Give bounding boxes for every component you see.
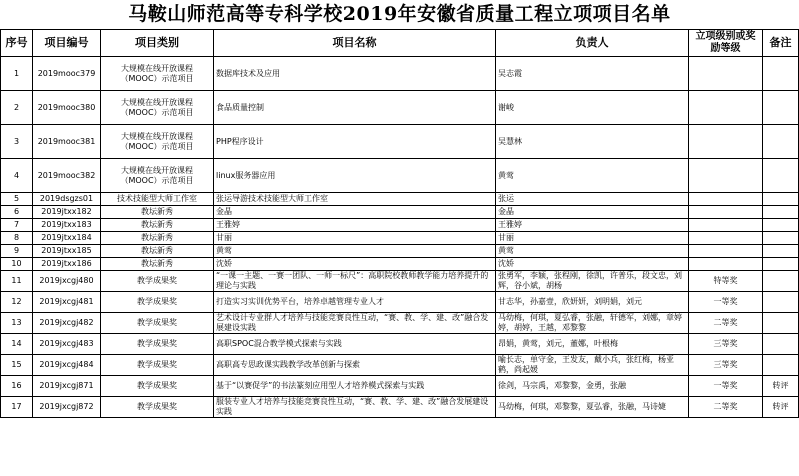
header-leader: 负责人 xyxy=(496,30,689,57)
cell-category: 教学成果奖 xyxy=(101,313,214,334)
table-row xyxy=(1,232,799,245)
cell-code: 2019jxcgj872 xyxy=(33,397,101,418)
cell-code: 2019jxcgj871 xyxy=(33,376,101,397)
cell-seq: 16 xyxy=(1,376,33,397)
cell-leader: 张运 xyxy=(496,193,689,206)
cell-note xyxy=(763,57,799,91)
cell-category: 教学成果奖 xyxy=(101,334,214,355)
cell-seq: 8 xyxy=(1,232,33,245)
cell-category: 教学成果奖 xyxy=(101,376,214,397)
cell-code: 2019jtxx182 xyxy=(33,206,101,219)
cell-name: 沈娇 xyxy=(214,258,496,271)
cell-note: 转评 xyxy=(763,397,799,418)
cell-level xyxy=(689,258,763,271)
cell-level xyxy=(689,206,763,219)
cell-level xyxy=(689,232,763,245)
cell-name: 食品质量控制 xyxy=(214,91,496,125)
cell-leader: 喻长志，单守金，王发友，戴小兵，张红梅，杨亚鹤，尚起媛 xyxy=(496,355,689,376)
cell-seq: 14 xyxy=(1,334,33,355)
cell-code: 2019jtxx185 xyxy=(33,245,101,258)
cell-code: 2019jxcgj484 xyxy=(33,355,101,376)
cell-note xyxy=(763,271,799,292)
cell-code: 2019dsgzs01 xyxy=(33,193,101,206)
cell-note xyxy=(763,125,799,159)
cell-note xyxy=(763,258,799,271)
cell-name: 打造实习实训优势平台，培养卓越管理专业人才 xyxy=(214,292,496,313)
table-row xyxy=(1,334,799,355)
cell-seq: 11 xyxy=(1,271,33,292)
cell-note xyxy=(763,159,799,193)
cell-level: 一等奖 xyxy=(689,376,763,397)
table-row xyxy=(1,206,799,219)
cell-level: 二等奖 xyxy=(689,313,763,334)
table-row xyxy=(1,193,799,206)
header-level: 立项级别或奖励等级 xyxy=(689,30,763,57)
cell-category: 教坛新秀 xyxy=(101,232,214,245)
header-seq: 序号 xyxy=(1,30,33,57)
cell-category: 教学成果奖 xyxy=(101,397,214,418)
cell-category: 教学成果奖 xyxy=(101,271,214,292)
cell-name: 高职SPOC混合教学模式探索与实践 xyxy=(214,334,496,355)
cell-level xyxy=(689,193,763,206)
cell-code: 2019mooc379 xyxy=(33,57,101,91)
cell-code: 2019jtxx183 xyxy=(33,219,101,232)
table-row xyxy=(1,397,799,418)
cell-code: 2019mooc381 xyxy=(33,125,101,159)
cell-category: 技术技能型大师工作室 xyxy=(101,193,214,206)
cell-level xyxy=(689,91,763,125)
cell-level: 一等奖 xyxy=(689,292,763,313)
cell-leader: 昂娟，黄莺，刘元，董娜，叶根梅 xyxy=(496,334,689,355)
cell-leader: 黄莺 xyxy=(496,159,689,193)
cell-seq: 6 xyxy=(1,206,33,219)
cell-level: 三等奖 xyxy=(689,355,763,376)
cell-leader: 谢峻 xyxy=(496,91,689,125)
cell-code: 2019jxcgj482 xyxy=(33,313,101,334)
cell-code: 2019jtxx186 xyxy=(33,258,101,271)
table-row xyxy=(1,91,799,125)
cell-note xyxy=(763,193,799,206)
cell-seq: 17 xyxy=(1,397,33,418)
table-row xyxy=(1,57,799,91)
header-note: 备注 xyxy=(763,30,799,57)
cell-note xyxy=(763,313,799,334)
cell-name: 王雅婷 xyxy=(214,219,496,232)
table-row xyxy=(1,258,799,271)
page-title: 马鞍山师范高等专科学校2019年安徽省质量工程立项项目名单 xyxy=(128,3,671,25)
cell-note xyxy=(763,232,799,245)
cell-code: 2019jxcgj481 xyxy=(33,292,101,313)
cell-leader: 王雅婷 xyxy=(496,219,689,232)
table-row xyxy=(1,313,799,334)
cell-seq: 4 xyxy=(1,159,33,193)
cell-seq: 2 xyxy=(1,91,33,125)
cell-category: 教学成果奖 xyxy=(101,292,214,313)
cell-name: “一课一主题、一赛一团队、一师一标尺”：高职院校教师教学能力培养提升的理论与实践 xyxy=(214,271,496,292)
cell-seq: 9 xyxy=(1,245,33,258)
cell-name: 艺术设计专业群人才培养与技能竞赛良性互动，“赛、教、学、建、改”融合发展建设实践 xyxy=(214,313,496,334)
cell-code: 2019jtxx184 xyxy=(33,232,101,245)
cell-note: 转评 xyxy=(763,376,799,397)
cell-name: 黄莺 xyxy=(214,245,496,258)
cell-seq: 7 xyxy=(1,219,33,232)
cell-leader: 张勇军，李颖，张程刚，徐凯，许普乐，段文忠，刘辉，谷小斌，胡杨 xyxy=(496,271,689,292)
cell-category: 教坛新秀 xyxy=(101,245,214,258)
cell-seq: 15 xyxy=(1,355,33,376)
cell-seq: 5 xyxy=(1,193,33,206)
cell-name: PHP程序设计 xyxy=(214,125,496,159)
cell-category: 教坛新秀 xyxy=(101,219,214,232)
cell-category: 大规模在线开放课程（MOOC）示范项目 xyxy=(101,91,214,125)
cell-name: 服装专业人才培养与技能竞赛良性互动，“赛、教、学、建、改”融合发展建设实践 xyxy=(214,397,496,418)
cell-note xyxy=(763,292,799,313)
cell-category: 大规模在线开放课程（MOOC）示范项目 xyxy=(101,125,214,159)
table-row xyxy=(1,376,799,397)
table-header-row xyxy=(1,30,799,57)
cell-level: 二等奖 xyxy=(689,397,763,418)
cell-category: 教学成果奖 xyxy=(101,355,214,376)
cell-seq: 13 xyxy=(1,313,33,334)
header-code: 项目编号 xyxy=(33,30,101,57)
project-table xyxy=(0,29,799,418)
cell-leader: 马幼梅，何琪，夏弘睿，张融，轩德军，刘娜，章婷婷，胡婷，王越，邓黎黎 xyxy=(496,313,689,334)
cell-level xyxy=(689,125,763,159)
cell-leader: 金晶 xyxy=(496,206,689,219)
cell-category: 大规模在线开放课程（MOOC）示范项目 xyxy=(101,57,214,91)
cell-seq: 10 xyxy=(1,258,33,271)
cell-name: linux服务器应用 xyxy=(214,159,496,193)
header-category: 项目类别 xyxy=(101,30,214,57)
cell-level xyxy=(689,245,763,258)
cell-name: 张运导游技术技能型大师工作室 xyxy=(214,193,496,206)
cell-level: 特等奖 xyxy=(689,271,763,292)
cell-leader: 黄莺 xyxy=(496,245,689,258)
cell-name: 甘丽 xyxy=(214,232,496,245)
cell-leader: 甘志华，孙嘉壹，欣妍妍，刘明娟，刘元 xyxy=(496,292,689,313)
cell-note xyxy=(763,219,799,232)
cell-note xyxy=(763,206,799,219)
cell-code: 2019jxcgj483 xyxy=(33,334,101,355)
header-name: 项目名称 xyxy=(214,30,496,57)
table-row xyxy=(1,125,799,159)
cell-code: 2019jxcgj480 xyxy=(33,271,101,292)
cell-level xyxy=(689,159,763,193)
cell-leader: 马幼梅，何琪，邓黎黎，夏弘睿，张融，马诗婕 xyxy=(496,397,689,418)
cell-leader: 吴慧林 xyxy=(496,125,689,159)
cell-code: 2019mooc382 xyxy=(33,159,101,193)
cell-leader: 甘丽 xyxy=(496,232,689,245)
table-row xyxy=(1,159,799,193)
cell-seq: 12 xyxy=(1,292,33,313)
cell-code: 2019mooc380 xyxy=(33,91,101,125)
cell-note xyxy=(763,355,799,376)
cell-leader: 徐剑，马宗禹，邓黎黎，金勇，张融 xyxy=(496,376,689,397)
cell-seq: 3 xyxy=(1,125,33,159)
cell-note xyxy=(763,245,799,258)
table-row xyxy=(1,245,799,258)
cell-name: 基于“以赛促学”的书法篆刻应用型人才培养模式探索与实践 xyxy=(214,376,496,397)
cell-category: 教坛新秀 xyxy=(101,258,214,271)
cell-name: 数据库技术及应用 xyxy=(214,57,496,91)
cell-category: 教坛新秀 xyxy=(101,206,214,219)
table-row xyxy=(1,271,799,292)
cell-level: 三等奖 xyxy=(689,334,763,355)
cell-note xyxy=(763,334,799,355)
cell-level xyxy=(689,219,763,232)
cell-category: 大规模在线开放课程（MOOC）示范项目 xyxy=(101,159,214,193)
table-row xyxy=(1,219,799,232)
cell-leader: 沈娇 xyxy=(496,258,689,271)
cell-name: 高职高专思政课实践教学改革创新与探索 xyxy=(214,355,496,376)
cell-leader: 吴志霞 xyxy=(496,57,689,91)
cell-seq: 1 xyxy=(1,57,33,91)
table-row xyxy=(1,355,799,376)
cell-level xyxy=(689,57,763,91)
cell-name: 金晶 xyxy=(214,206,496,219)
cell-note xyxy=(763,91,799,125)
table-row xyxy=(1,292,799,313)
